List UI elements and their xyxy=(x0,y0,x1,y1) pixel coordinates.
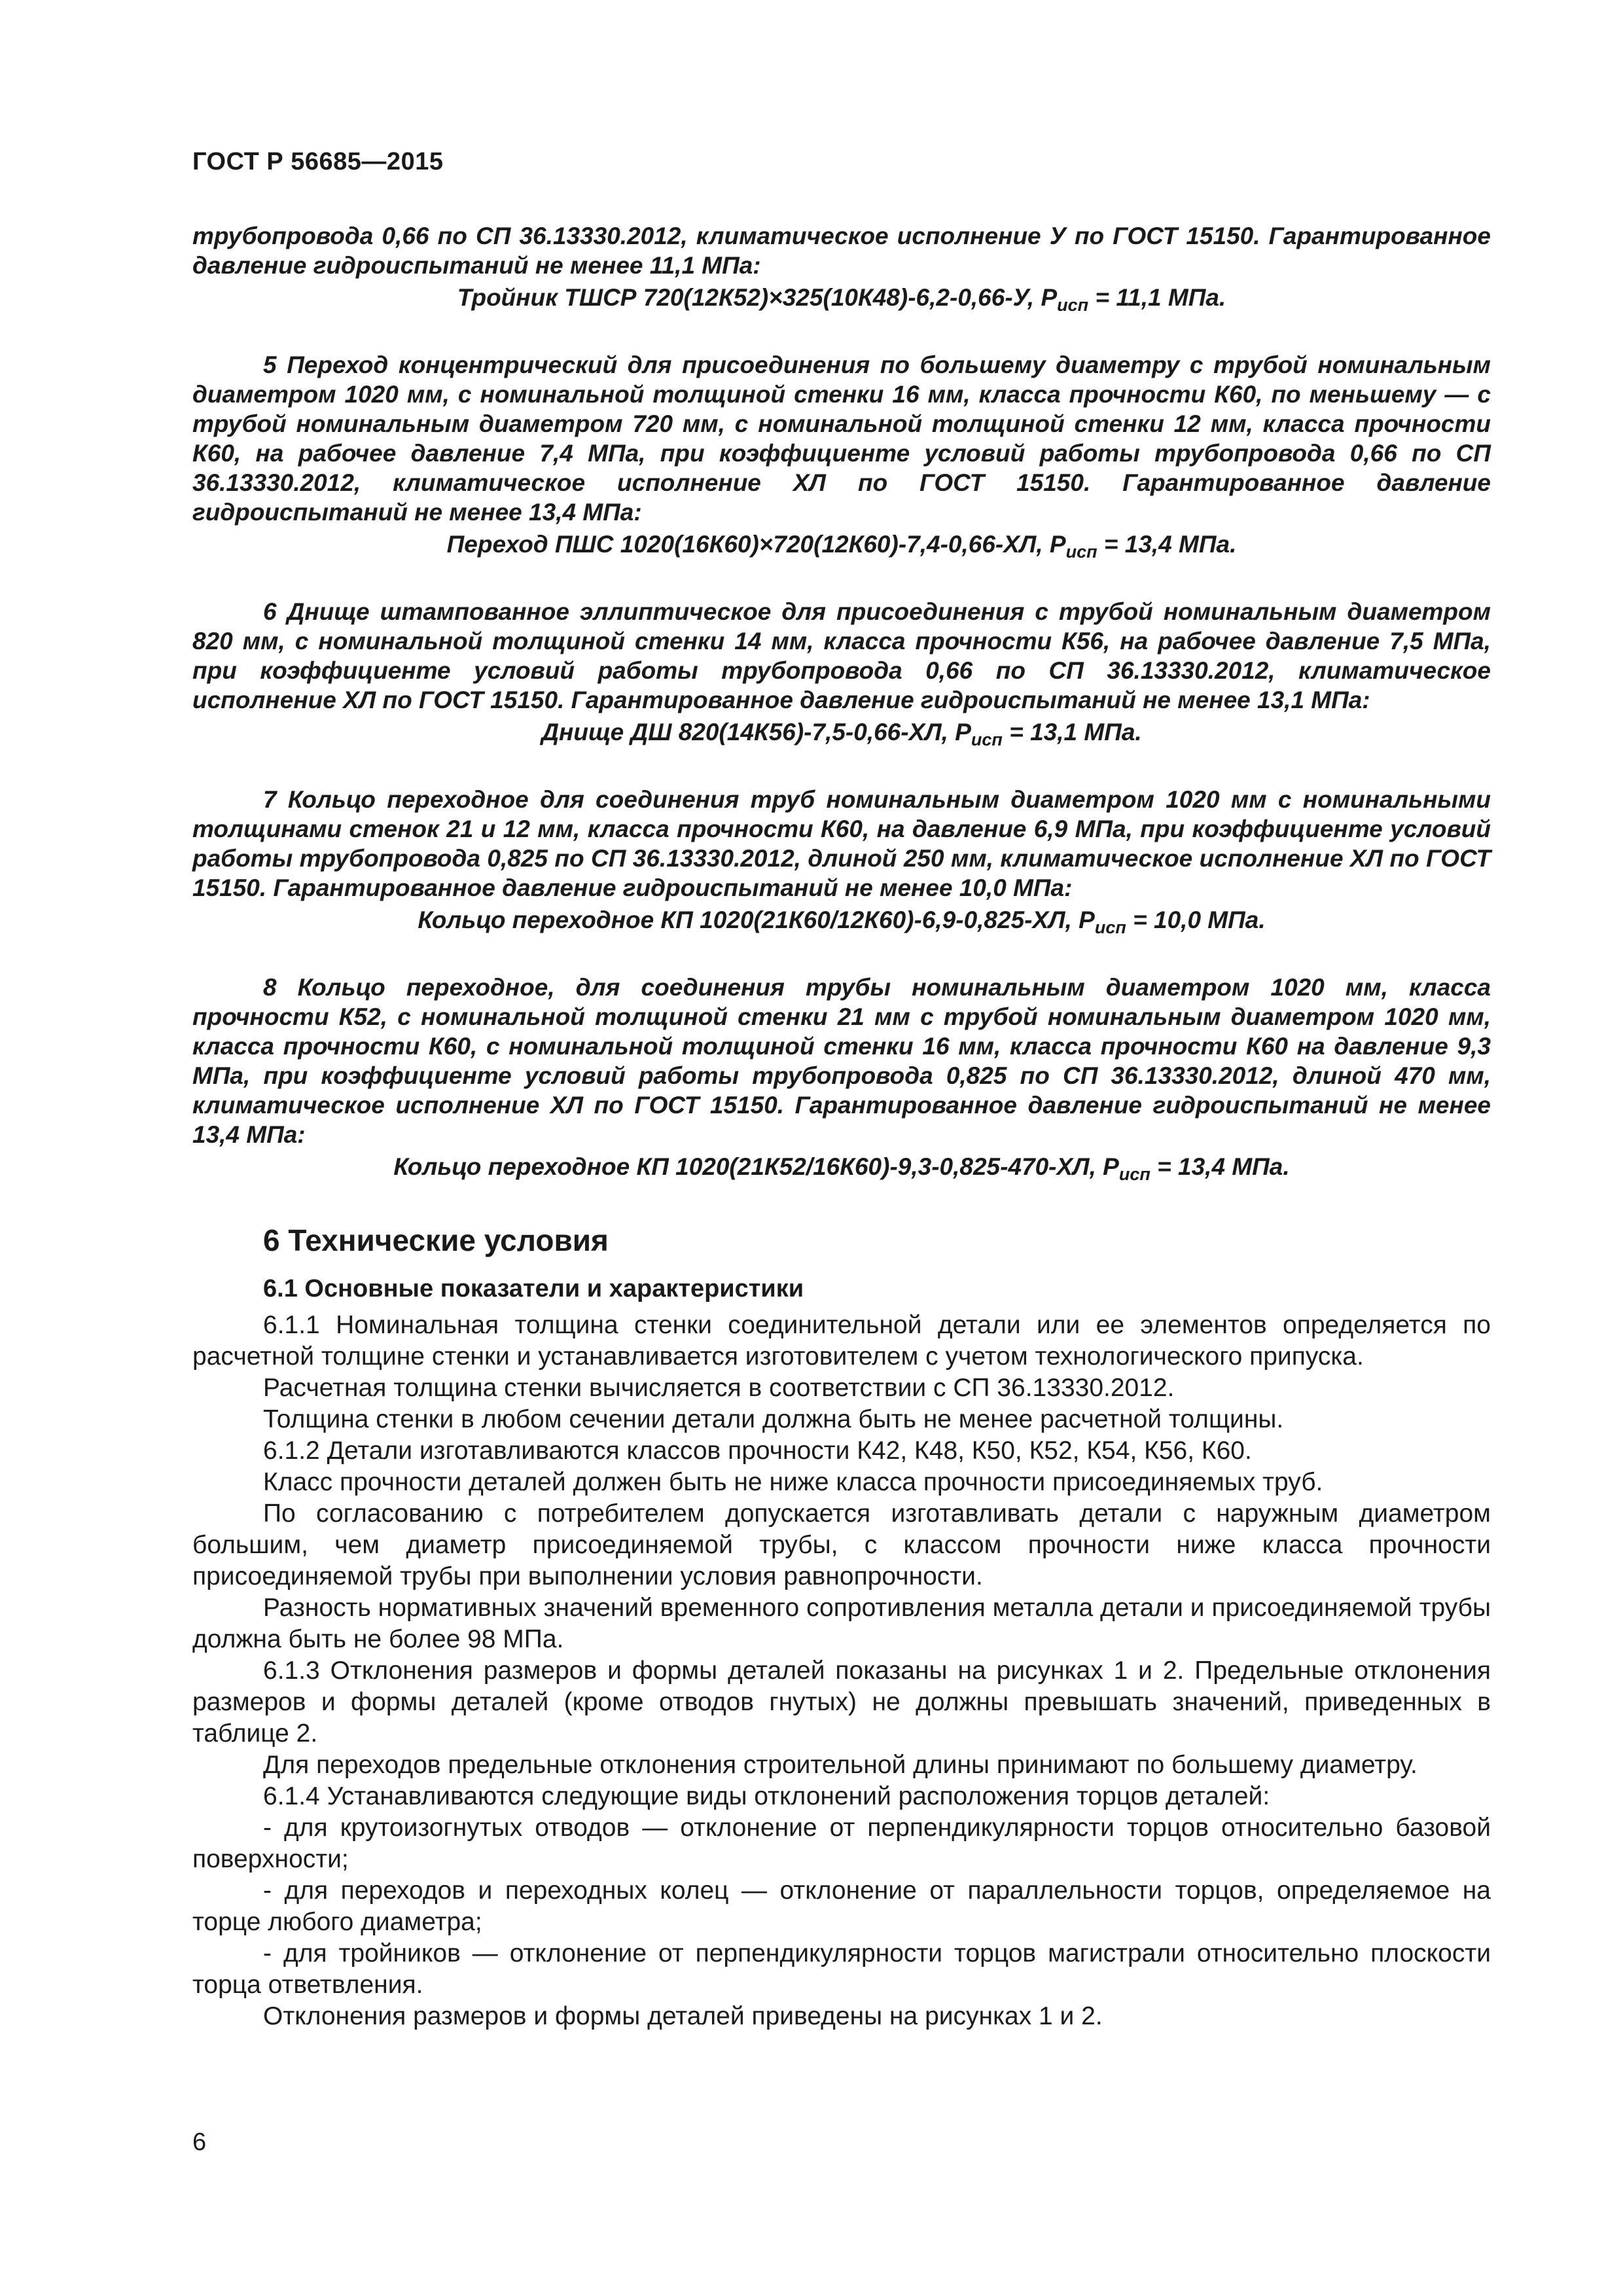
designation-example xyxy=(192,1152,1491,1184)
designation-tail: = 13,4 МПа. xyxy=(1150,1153,1290,1180)
example-paragraph: 6 Днище штампованное эллиптическое для присоединения с трубой номинальным диаметром 820 мм, с номинальной толщиной стенки 14 мм, класса прочности К56, на рабочее давление 7,5 МПа, при коэффициенте условий работы трубопровода 0,66 по СП 36.13330.2012, климатическое исполнение ХЛ по ГОСТ 15150. Гарантированное давление гидроиспытаний не менее 13,1 МПа: xyxy=(192,598,1491,713)
page-content xyxy=(192,221,1491,2032)
designation-tail: = 13,1 МПа. xyxy=(1002,719,1142,745)
designation-subscript: исп xyxy=(971,730,1003,749)
designation-main: Тройник ТШСР 720(12К52)×325(10К48)-6,2-0,66-У, P xyxy=(457,284,1058,311)
section-title: 6 Технические условия xyxy=(263,1223,609,1257)
designation-main: Кольцо переходное КП 1020(21К60/12К60)-6,9-0,825-ХЛ, P xyxy=(418,906,1095,933)
body-paragraph: Класс прочности деталей должен быть не ниже класса прочности присоединяемых труб. xyxy=(263,1468,1323,1496)
body-paragraph: Отклонения размеров и формы деталей приведены на рисунках 1 и 2. xyxy=(263,2002,1103,2030)
designation-subscript: исп xyxy=(1065,542,1097,562)
designation-main: Переход ПШС 1020(16К60)×720(12К60)-7,4-0,66-ХЛ, P xyxy=(446,531,1066,558)
list-item: - для тройников — отклонение от перпендикулярности торцов магистрали относительно плоскости торца ответвления. xyxy=(192,1939,1491,1999)
designation-main: Днище ДШ 820(14К56)-7,5-0,66-ХЛ, P xyxy=(541,719,971,745)
body-paragraph: 6.1.2 Детали изготавливаются классов прочности К42, К48, К50, К52, К54, К56, К60. xyxy=(263,1437,1252,1465)
continued-paragraph: трубопровода 0,66 по СП 36.13330.2012, климатическое исполнение У по ГОСТ 15150. Гарантированное давление гидроиспытаний не менее 11,1 МПа: xyxy=(192,223,1491,279)
example-paragraph: 8 Кольцо переходное, для соединения трубы номинальным диаметром 1020 мм, класса прочности К52, с номинальной толщиной стенки 21 мм с трубой номинальным диаметром 1020 мм, класса прочности К60, с номинальной толщиной стенки 16 мм, класса прочности К60 на давление 9,3 МПа, при коэффициенте условий работы трубопровода 0,825 по СП 36.13330.2012, длиной 470 мм, климатическое исполнение ХЛ по ГОСТ 15150. Гарантированное давление гидроиспытаний не менее 13,4 МПа: xyxy=(192,974,1491,1148)
example-paragraph: 5 Переход концентрический для присоединения по большему диаметру с трубой номинальным диаметром 1020 мм, с номинальной толщиной стенки 16 мм, класса прочности К60, по меньшему — с трубой номинальным диаметром 720 мм, с номинальной толщиной стенки 12 мм, класса прочности К60, на рабочее давление 7,4 МПа, при коэффициенте условий работы трубопровода 0,66 по СП 36.13330.2012, климатическое исполнение ХЛ по ГОСТ 15150. Гарантированное давление гидроиспытаний не менее 13,4 МПа: xyxy=(192,351,1491,526)
designation-subscript: исп xyxy=(1057,295,1089,315)
designation-tail: = 13,4 МПа. xyxy=(1097,531,1237,558)
body-paragraph: 6.1.1 Номинальная толщина стенки соединительной детали или ее элементов определяется по расчетной толщине стенки и устанавливается изготовителем с учетом технологического припуска. xyxy=(192,1311,1491,1371)
body-paragraph: Расчетная толщина стенки вычисляется в соответствии с СП 36.13330.2012. xyxy=(263,1374,1175,1402)
body-paragraph: Толщина стенки в любом сечении детали должна быть не менее расчетной толщины. xyxy=(263,1405,1284,1433)
body-paragraph: Разность нормативных значений временного сопротивления металла детали и присоединяемой трубы должна быть не более 98 МПа. xyxy=(192,1594,1491,1653)
designation-example xyxy=(192,717,1491,747)
body-paragraph: Для переходов предельные отклонения строительной длины принимают по большему диаметру. xyxy=(263,1751,1418,1779)
body-paragraph: 6.1.4 Устанавливаются следующие виды отклонений расположения торцов деталей: xyxy=(263,1782,1270,1810)
designation-main: Кольцо переходное КП 1020(21К52/16К60)-9,3-0,825-470-ХЛ, P xyxy=(393,1153,1119,1180)
designation-example xyxy=(192,529,1491,562)
designation-subscript: исп xyxy=(1094,918,1126,937)
subsection-title: 6.1 Основные показатели и характеристики xyxy=(263,1275,804,1302)
document-id-header: ГОСТ Р 56685—2015 xyxy=(192,148,444,175)
designation-subscript: исп xyxy=(1118,1164,1150,1184)
body-paragraph: По согласованию с потребителем допускается изготавливать детали с наружным диаметром большим, чем диаметр присоединяемой трубы, с классом прочности ниже класса прочности присоединяемой трубы при выполнении условия равнопрочности. xyxy=(192,1499,1491,1590)
designation-example xyxy=(192,905,1491,935)
designation-tail: = 10,0 МПа. xyxy=(1126,906,1266,933)
list-item: - для переходов и переходных колец — отклонение от параллельности торцов, определяемое на торце любого диаметра; xyxy=(192,1876,1491,1936)
designation-tail: = 11,1 МПа. xyxy=(1088,284,1226,311)
page-number: 6 xyxy=(192,2128,207,2156)
body-paragraph: 6.1.3 Отклонения размеров и формы деталей показаны на рисунках 1 и 2. Предельные отклонения размеров и формы деталей (кроме отводов гнутых) не должны превышать значений, приведенных в таблице 2. xyxy=(192,1657,1491,1748)
example-paragraph: 7 Кольцо переходное для соединения труб номинальным диаметром 1020 мм с номинальными толщинами стенок 21 и 12 мм, класса прочности К60, на давление 6,9 МПа, при коэффициенте условий работы трубопровода 0,825 по СП 36.13330.2012, длиной 250 мм, климатическое исполнение ХЛ по ГОСТ 15150. Гарантированное давление гидроиспытаний не менее 10,0 МПа: xyxy=(192,786,1491,901)
list-item: - для крутоизогнутых отводов — отклонение от перпендикулярности торцов относительно базовой поверхности; xyxy=(192,1814,1491,1873)
designation-example xyxy=(192,283,1491,315)
